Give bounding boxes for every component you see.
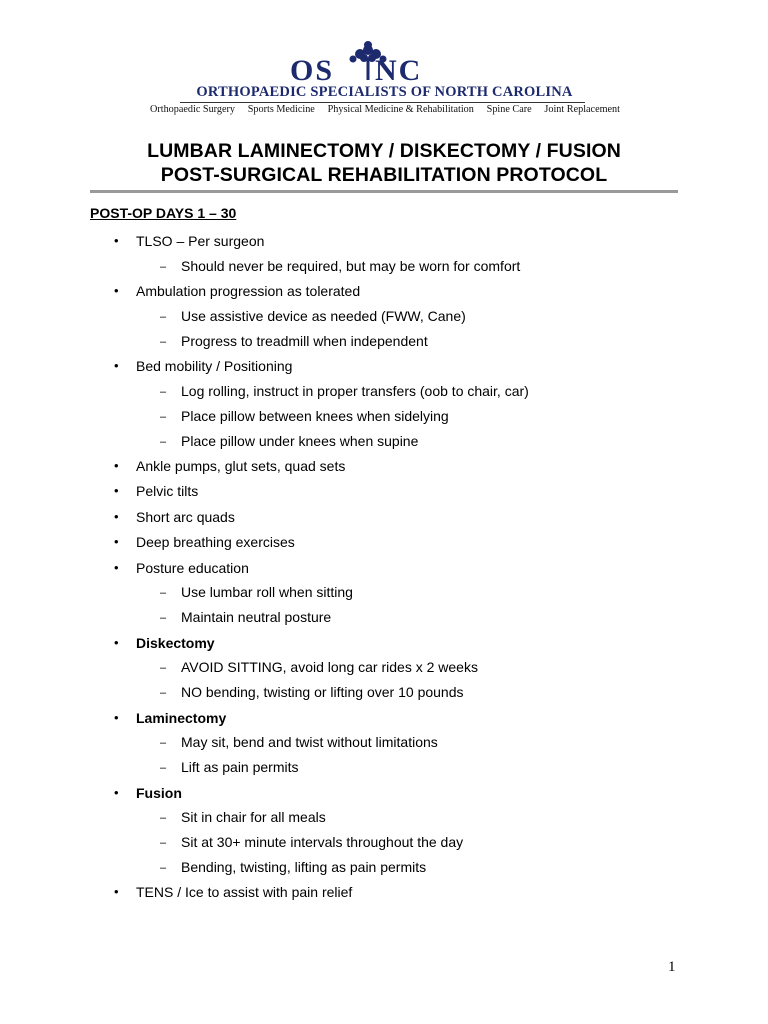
sub-list-item: Sit at 30+ minute intervals throughout the day (181, 834, 464, 851)
bullet-icon: • (114, 559, 119, 575)
organization-name: ORTHOPAEDIC SPECIALISTS OF NORTH CAROLINA (196, 84, 573, 100)
list-item: Ambulation progression as tolerated (136, 283, 361, 300)
bullet-icon: • (114, 358, 119, 374)
bullet-icon: • (114, 634, 119, 650)
document-title-line-1: LUMBAR LAMINECTOMY / DISKECTOMY / FUSION (147, 140, 621, 162)
sub-list-item: Maintain neutral posture (181, 609, 332, 626)
sub-list-item: May sit, bend and twist without limitations (181, 734, 438, 751)
svg-text:NC: NC (375, 54, 423, 86)
list-item: Diskectomy (136, 634, 215, 651)
sub-list-item: AVOID SITTING, avoid long car rides x 2 weeks (181, 659, 478, 676)
list-item: TLSO – Per surgeon (136, 233, 265, 249)
sub-list-item: Sit in chair for all meals (181, 809, 326, 826)
list-item: Ankle pumps, glut sets, quad sets (136, 458, 346, 474)
specialty-item: Spine Care (486, 104, 532, 115)
sub-list-item: Use assistive device as needed (FWW, Cane) (181, 308, 466, 324)
specialty-item: Sports Medicine (247, 104, 315, 115)
dash-icon: – (160, 837, 167, 850)
dash-icon: – (160, 260, 167, 273)
list-item: TENS / Ice to assist with pain relief (136, 884, 353, 901)
bullet-icon: • (114, 709, 119, 725)
sub-list-item: Use lumbar roll when sitting (181, 584, 353, 601)
sub-list-item: Log rolling, instruct in proper transfers (oob to chair, car) (181, 383, 529, 399)
list-item: Short arc quads (136, 508, 235, 525)
list-item: Bed mobility / Positioning (136, 358, 293, 375)
dash-icon: – (160, 762, 167, 775)
dash-icon: – (160, 612, 167, 625)
bullet-icon: • (114, 784, 119, 800)
bullet-icon: • (114, 508, 119, 524)
dash-icon: – (160, 410, 167, 423)
dash-icon: – (160, 386, 167, 398)
dash-icon: – (160, 737, 167, 750)
sub-list-item: NO bending, twisting or lifting over 10 pounds (181, 684, 464, 701)
dash-icon: – (160, 812, 167, 825)
list-item: Fusion (136, 784, 182, 801)
bullet-icon: • (114, 884, 119, 900)
dash-icon: – (160, 687, 167, 700)
dash-icon: – (160, 435, 167, 448)
dash-icon: – (160, 862, 167, 874)
list-item: Laminectomy (136, 709, 227, 726)
dash-icon: – (160, 335, 167, 348)
bullet-icon: • (114, 458, 119, 473)
dash-icon: – (160, 311, 167, 323)
dash-icon: – (160, 587, 167, 600)
list-item: Pelvic tilts (136, 483, 199, 500)
sub-list-item: Place pillow between knees when sidelying (181, 407, 449, 424)
sub-list-item: Place pillow under knees when supine (181, 432, 419, 449)
specialty-item: Orthopaedic Surgery (150, 104, 235, 115)
bullet-icon: • (114, 233, 119, 248)
sub-list-item: Progress to treadmill when independent (181, 332, 428, 349)
specialty-item: Physical Medicine & Rehabilitation (327, 104, 474, 115)
specialty-item: Joint Replacement (544, 104, 620, 115)
list-item: Deep breathing exercises (136, 534, 295, 551)
list-item: Posture education (136, 559, 249, 576)
bullet-icon: • (114, 283, 119, 299)
bullet-icon: • (114, 483, 119, 499)
sub-list-item: Bending, twisting, lifting as pain permits (181, 859, 427, 875)
document-title-line-2: POST-SURGICAL REHABILITATION PROTOCOL (160, 164, 608, 186)
dash-icon: – (160, 662, 167, 675)
sub-list-item: Lift as pain permits (181, 759, 299, 776)
section-heading: POST-OP DAYS 1 – 30 (90, 205, 237, 221)
bullet-icon: • (114, 534, 119, 550)
svg-text:OS: OS (290, 54, 335, 86)
sub-list-item: Should never be required, but may be worn for comfort (181, 257, 521, 274)
page-number: 1 (668, 959, 676, 975)
